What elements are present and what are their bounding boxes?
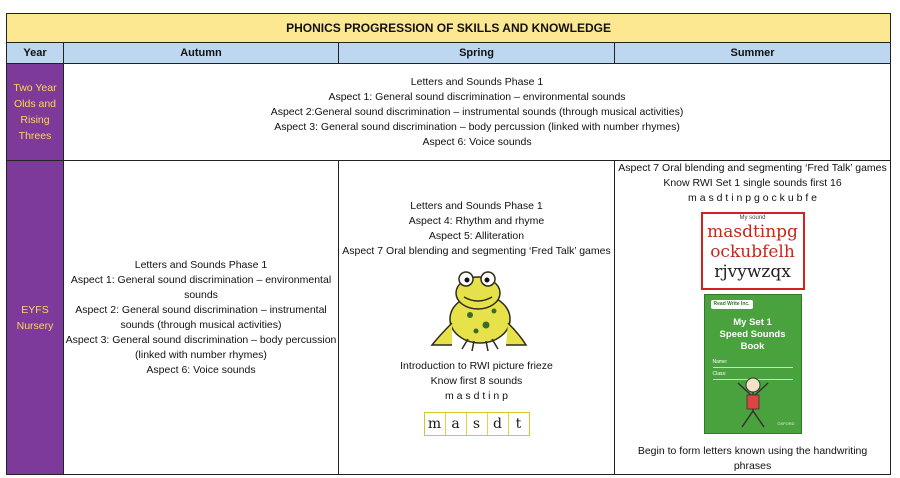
spring-line: Aspect 5: Alliteration [428, 230, 525, 242]
phonics-table [6, 13, 891, 475]
two-year-olds-content [64, 64, 891, 161]
sound-chart-line: ockubfelh [710, 242, 795, 262]
frieze-letter: d [488, 413, 509, 435]
book-name-field: Name: [713, 359, 793, 368]
autumn-line: Letters and Sounds Phase 1 [134, 258, 268, 271]
summer-line: Aspect 7 Oral blending and segmenting ‘Fred Talk’ games [618, 162, 887, 174]
spring-line: m a s d t i n p [444, 390, 509, 402]
autumn-line: Aspect 2: General sound discrimination – instrumental [75, 303, 327, 316]
header-spring: Spring [339, 43, 615, 64]
book-class-field: Class: [713, 371, 793, 380]
year-line: EYFS [21, 303, 49, 316]
content-line: Letters and Sounds Phase 1 [410, 75, 544, 88]
rwi-logo: Read Write Inc. [711, 300, 753, 309]
book-title-line: My Set 1 [733, 317, 772, 328]
frieze-letter: m [425, 413, 446, 435]
autumn-line: sounds (through musical activities) [120, 318, 282, 331]
phonics-document [6, 13, 890, 475]
year-line: Two Year [13, 82, 57, 94]
year-line: Nursery [16, 319, 54, 332]
header-autumn: Autumn [64, 43, 339, 64]
autumn-line: Aspect 3: General sound discrimination – body percussion [65, 333, 337, 346]
fred-frog-image [422, 263, 532, 353]
autumn-line: Aspect 6: Voice sounds [146, 363, 256, 376]
summer-line: Know RWI Set 1 single sounds first 16 [663, 177, 842, 189]
header-summer: Summer [615, 43, 891, 64]
content-line: Aspect 2:General sound discrimination – instrumental sounds (through musical activities) [270, 105, 684, 118]
spring-line: Letters and Sounds Phase 1 [410, 200, 543, 212]
year-line: Threes [18, 130, 52, 142]
content-line: Aspect 3: General sound discrimination – body percussion (linked with number rhymes) [274, 120, 680, 133]
sound-chart-line: masdtinpg [707, 222, 798, 242]
content-line: Aspect 6: Voice sounds [422, 135, 532, 148]
summer-line: m a s d t i n p g o c k u b f e [688, 192, 818, 204]
book-title [705, 317, 801, 353]
spring-line: Aspect 4: Rhythm and rhyme [408, 215, 545, 227]
nursery-summer-cell [615, 161, 891, 475]
sound-chart-image [701, 212, 805, 290]
autumn-line: sounds [184, 288, 218, 301]
table-title: PHONICS PROGRESSION OF SKILLS AND KNOWLEDGE [7, 14, 891, 43]
speed-sounds-book-image [704, 294, 802, 434]
book-title-line: Speed Sounds [719, 329, 786, 340]
book-title-line: Book [740, 341, 765, 352]
summer-line: Begin to form letters known using the handwriting [637, 445, 868, 457]
content-line: Aspect 1: General sound discrimination – environmental sounds [328, 90, 626, 103]
frieze-letter: t [515, 416, 522, 432]
spring-line: Introduction to RWI picture frieze [400, 360, 553, 372]
autumn-line: (linked with number rhymes) [135, 348, 267, 361]
book-publisher: OXFORD [777, 421, 795, 426]
summer-line: phrases [733, 460, 772, 472]
child-figure-icon [730, 373, 776, 429]
sound-chart-line: rjvywzqx [714, 262, 791, 282]
nursery-spring-cell [339, 161, 615, 475]
autumn-line: Aspect 1: General sound discrimination – environmental [70, 273, 332, 286]
spring-line: Know first 8 sounds [430, 375, 523, 387]
year-line: Olds and [13, 98, 57, 110]
nursery-autumn-cell [64, 161, 339, 475]
frieze-letter: s [467, 413, 488, 435]
sound-chart-caption: My sound [739, 215, 766, 221]
year-cell-eyfs-nursery [7, 161, 64, 475]
spring-line: Aspect 7 Oral blending and segmenting ‘Fred Talk’ games [342, 245, 611, 257]
year-line: Rising [20, 114, 50, 126]
picture-frieze-strip [424, 412, 530, 436]
frieze-letter: a [446, 413, 467, 435]
header-year: Year [7, 43, 64, 64]
year-cell-two-year-olds [7, 64, 64, 161]
